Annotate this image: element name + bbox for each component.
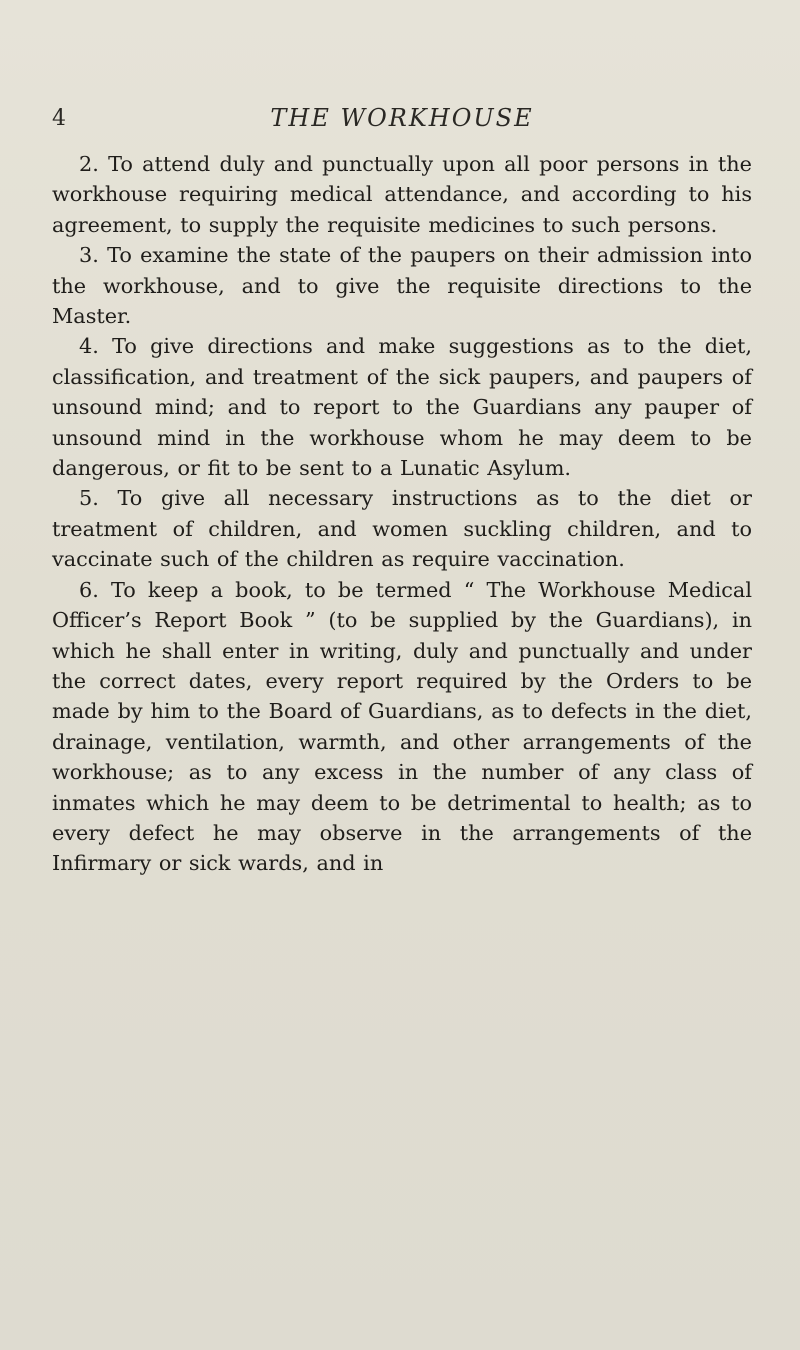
paragraph-6: 6. To keep a book, to be termed “ The Workhouse Medical Officer’s Report Book ” (to be supplied by the Guardians), in which he shall enter in writing, duly and punctually and under the correct dates, every report required by the Orders to be made by him to the Board of Guardians, as to defects in the diet, drainage, ventilation, warmth, and other arrangements of the workhouse; as to any excess in the number of any class of inmates which he may deem to be detrimental to health; as to every defect he may observe in the arrangements of the Infirmary or sick wards, and in	[52, 577, 752, 876]
paragraph-5: 5. To give all necessary instructions as to the diet or treatment of children, and women suckling children, and to vaccinate such of the children as require vaccination.	[52, 486, 752, 572]
paragraph-3: 3. To examine the state of the paupers on their admission into the workhouse, and to give the requisite directions to the Master.	[52, 243, 752, 329]
body-text	[52, 149, 752, 879]
running-title: THE WORKHOUSE	[270, 104, 534, 132]
page-header	[52, 104, 752, 140]
paragraph-4: 4. To give directions and make suggestions as to the diet, classification, and treatment of the sick paupers, and paupers of unsound mind; and to report to the Guardians any pauper of unsound mind in the workhouse whom he may deem to be dangerous, or fit to be sent to a Lunatic Asylum.	[52, 334, 752, 481]
paragraph-2: 2. To attend duly and punctually upon all poor persons in the workhouse requiring medical attendance, and according to his agreement, to supply the requisite medicines to such persons.	[52, 152, 752, 237]
page-number: 4	[52, 106, 67, 131]
